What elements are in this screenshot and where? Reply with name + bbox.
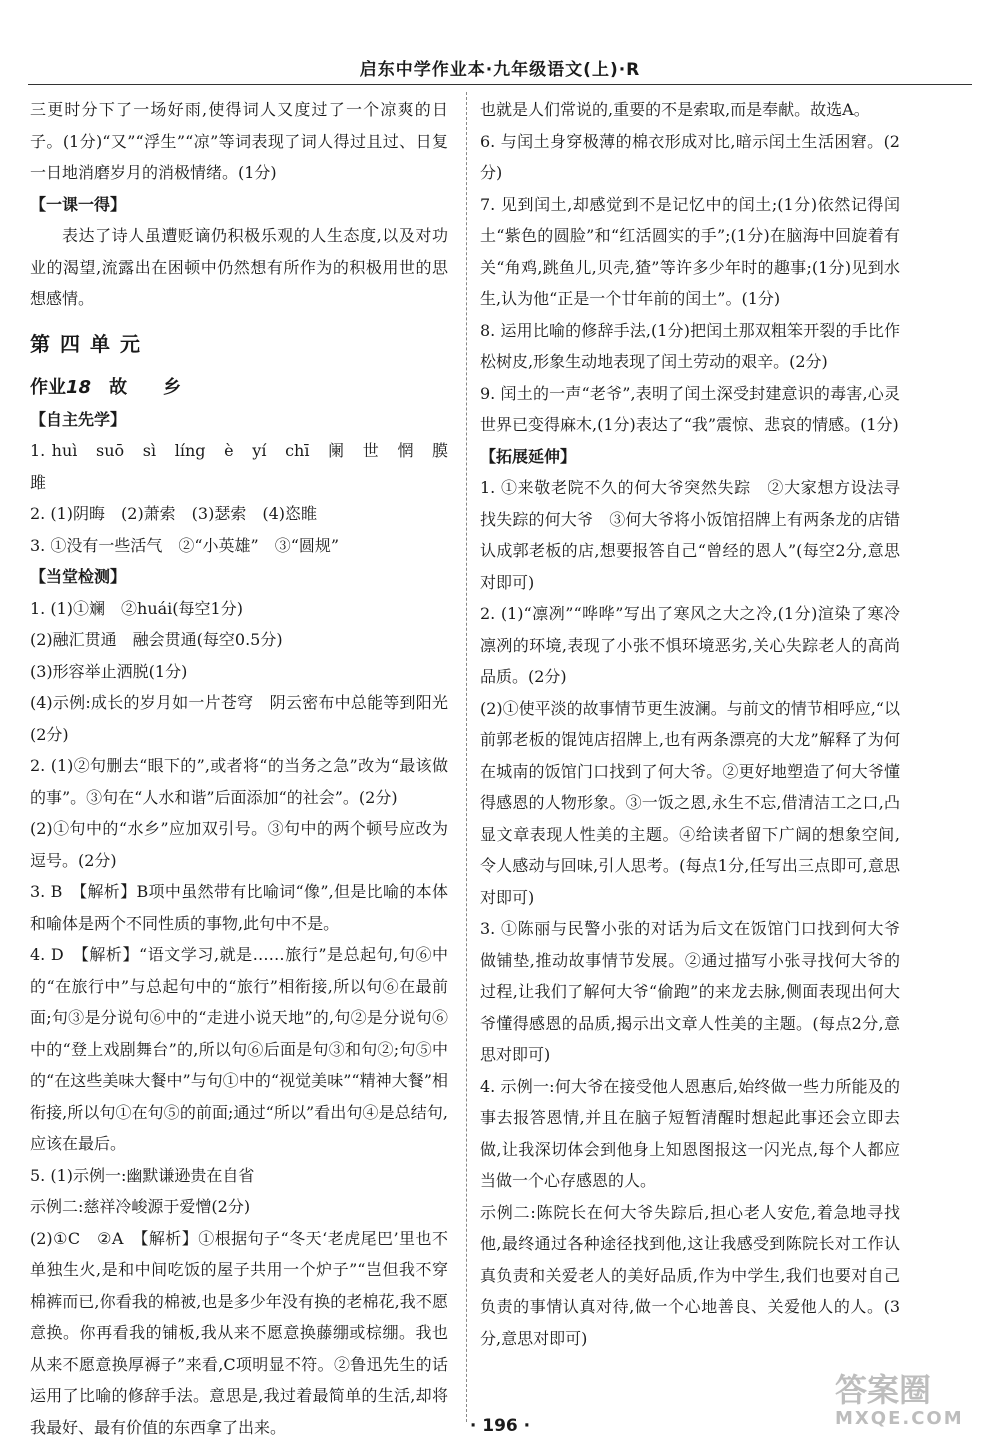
page-number: · 196 · [469, 1416, 531, 1436]
yike-text: 表达了诗人虽遭贬谪仍积极乐观的人生态度,以及对功业的渴望,流露出在困顿中仍然想有所作为的积极用世的思想感情。 [30, 226, 448, 308]
intro-paragraph: 三更时分下了一场好雨,使得词人又度过了一个凉爽的日子。(1分)“又”“浮生”“凉”等词表现了词人得过且过、日复一日地消磨岁月的消极情绪。(1分) [30, 100, 448, 182]
yike-label: 【一课一得】 [30, 194, 127, 214]
tuozhan-item: 1. ①来敬老院不久的何大爷突然失踪 ②大家想方设法寻找失踪的何大爷 ③何大爷将小饭馆招牌上有两条龙的店错认成郭老板的店,想要报答自己“曾经的恩人”(每空2分,意思对即可) [480, 478, 900, 592]
tuozhan-item: 2. (1)“凛冽”“哗哗”写出了寒风之大之冷,(1分)渲染了寒冷凛冽的环境,表现了小张不惧环境恶劣,关心失踪老人的高尚品质。(2分) [480, 604, 900, 686]
homework-number: 18 [66, 377, 92, 398]
right-column [480, 94, 900, 1354]
column-divider [466, 92, 467, 1422]
answer-item: 6. 与闰土身穿极薄的棉衣形成对比,暗示闰土生活困窘。(2分) [480, 131, 900, 182]
dangtang-item: 5. (1)示例一:幽默谦逊贵在自省 [30, 1165, 255, 1185]
zizhu-item: 1. huì suō sì líng è yí chī 阑 世 惘 膜 雎 [30, 441, 465, 492]
dangtang-item: 2. (1)②句删去“眼下的”,或者将“的当务之急”改为“最该做的事”。③句在“人水和谐”后面添加“的社会”。(2分) [30, 756, 448, 807]
zizhu-item: 3. ①没有一些活气 ②“小英雄” ③“圆规” [30, 535, 340, 555]
zizhu-item: 2. (1)阴晦 (2)萧索 (3)瑟索 (4)恣睢 [30, 504, 318, 523]
tuozhan-label: 【拓展延伸】 [480, 446, 577, 466]
homework-prefix: 作业 [30, 377, 66, 398]
dangtang-label: 【当堂检测】 [30, 567, 127, 586]
header-rule [28, 84, 972, 85]
dangtang-item: (2)①C ②A 【解析】①根据句子“冬天‘老虎尾巴’里也不单独生火,是和中间吃饭的屋子共用一个炉子”“岂但我不穿棉裤而已,你看我的棉被,也是多少年没有换的老棉花,我不愿意换。你再看我的铺板,我从来不愿意换藤绷或棕绷。我也从来不愿意换厚褥子”来看,C项明显不符。②鲁迅先生的话运用了比喻的修辞手法。意思是,我过着最简单的生活,却将我最好、最有价值的东西拿了出来。 [30, 1228, 448, 1437]
tuozhan-item: 3. ①陈丽与民警小张的对话为后文在饭馆门口找到何大爷做铺垫,推动故事情节发展。②通过描写小张寻找何大爷的过程,让我们了解何大爷“偷跑”的来龙去脉,侧面表现出何大爷懂得感恩的品质,揭示出文章人性美的主题。(每点2分,意思对即可) [480, 919, 900, 1064]
answer-item: 7. 见到闰土,却感觉到不是记忆中的闰土;(1分)依然记得闰土“紫色的圆脸”和“红活圆实的手”;(1分)在脑海中回旋着有关“角鸡,跳鱼儿,贝壳,猹”等许多少年时的趣事;(1分)见到水生,认为他“正是一个廿年前的闰土”。(1分) [480, 194, 900, 308]
unit-title: 第四单元 [30, 331, 150, 356]
dangtang-item: 示例二:慈祥冷峻源于爱憎(2分) [30, 1197, 251, 1216]
homework-title [30, 372, 448, 404]
dangtang-item: (3)形容举止洒脱(1分) [30, 661, 188, 681]
dangtang-item: 1. (1)①斓 ②huái(每空1分) [30, 598, 243, 618]
answer-item: 9. 闰土的一声“老爷”,表明了闰土深受封建意识的毒害,心灵世界已变得麻木,(1分)表达了“我”震惊、悲哀的情感。(1分) [480, 383, 900, 434]
tuozhan-item: (2)①使平淡的故事情节更生波澜。与前文的情节相呼应,“以前郭老板的馄饨店招牌上,也有两条漂亮的大龙”解释了为何在城南的饭馆门口找到了何大爷。②更好地塑造了何大爷懂得感恩的人物形象。③一饭之恩,永生不忘,借清洁工之口,凸显文章表现人性美的主题。④给读者留下广阔的想象空间,令人感动与回味,引人思考。(每点1分,任写出三点即可,意思对即可) [480, 698, 900, 907]
homework-name: 故 乡 [109, 377, 182, 398]
watermark-url: MXQE.COM [835, 1408, 964, 1429]
tuozhan-item: 示例二:陈院长在何大爷失踪后,担心老人安危,着急地寻找他,最终通过各种途径找到他,这让我感受到陈院长对工作认真负责和关爱老人的美好品质,作为中学生,我们也要对自己负责的事情认真对待,做一个心地善良、关爱他人的人。(3分,意思对即可) [480, 1202, 900, 1348]
dangtang-item: (4)示例:成长的岁月如一片苍穹 阴云密布中总能等到阳光(2分) [30, 693, 448, 744]
left-column [30, 94, 465, 1443]
zizhu-label: 【自主先学】 [30, 409, 127, 429]
answer-item: 也就是人们常说的,重要的不是索取,而是奉献。故选A。 [480, 100, 870, 119]
page-header: 启东中学作业本·九年级语文(上)·R [359, 60, 641, 80]
dangtang-item: 4. D 【解析】“语文学习,就是……旅行”是总起句,句⑥中的“在旅行中”与总起句中的“旅行”相衔接,所以句⑥在最前面;句③是分说句⑥中的“走进小说天地”的,句②是分说句⑥中的“登上戏剧舞台”的,所以句⑥后面是句③和句②;句⑤中的“在这些美味大餐中”与句①中的“视觉美味”“精神大餐”相衔接,所以句①在句⑤的前面;通过“所以”看出句④是总结句,应该在最后。 [30, 945, 448, 1153]
answer-item: 8. 运用比喻的修辞手法,(1分)把闰土那双粗笨开裂的手比作松树皮,形象生动地表现了闰土劳动的艰辛。(2分) [480, 320, 900, 371]
watermark-text: 答案圈 [835, 1371, 932, 1409]
dangtang-item: 3. B 【解析】B项中虽然带有比喻词“像”,但是比喻的本体和喻体是两个不同性质的事物,此句中不是。 [30, 882, 448, 933]
tuozhan-item: 4. 示例一:何大爷在接受他人恩惠后,始终做一些力所能及的事去报答恩情,并且在脑子短暂清醒时想起此事还会立即去做,让我深切体会到他身上知恩图报这一闪光点,每个人都应当做一个心存感恩的人。 [480, 1076, 900, 1190]
dangtang-item: (2)①句中的“水乡”应加双引号。③句中的两个顿号应改为逗号。(2分) [30, 819, 448, 870]
dangtang-item: (2)融汇贯通 融会贯通(每空0.5分) [30, 630, 283, 649]
watermark-logo [835, 1372, 990, 1442]
